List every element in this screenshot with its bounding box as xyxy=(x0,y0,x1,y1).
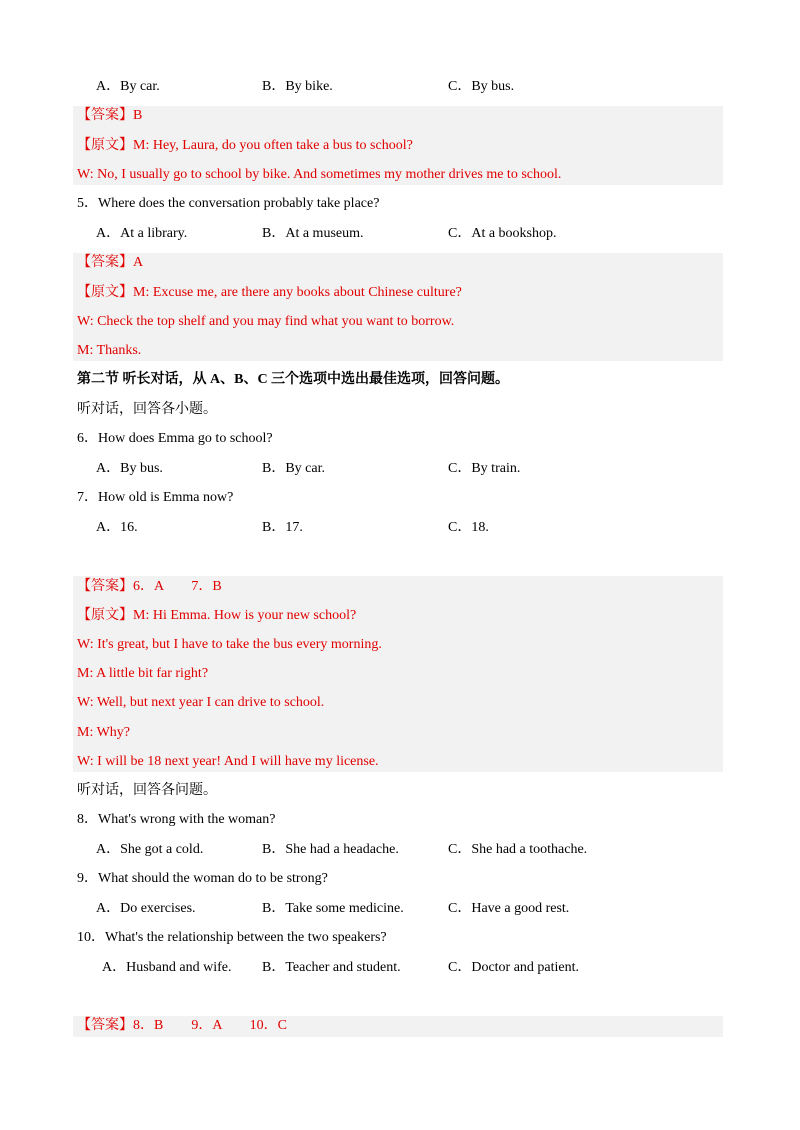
q5-options xyxy=(0,223,800,245)
q10-option-a: A．Husband and wife. xyxy=(102,960,232,975)
q5-script-line: M: Thanks. xyxy=(77,343,142,358)
q6-option-b: B．By car. xyxy=(262,461,325,476)
q6-question: 6．How does Emma go to school? xyxy=(77,431,273,446)
q8-question: 8．What's wrong with the woman? xyxy=(77,812,276,827)
section2-instruction: 听对话，回答各小题。 xyxy=(77,402,217,417)
group2-instruction: 听对话，回答各问题。 xyxy=(77,783,217,798)
q10-option-b: B．Teacher and student. xyxy=(262,960,401,975)
q8-option-c: C．She had a toothache. xyxy=(448,842,588,857)
q4-script-line: W: No, I usually go to school by bike. And sometimes my mother drives me to school. xyxy=(77,167,562,182)
q5-script-line: W: Check the top shelf and you may find what you want to borrow. xyxy=(77,314,455,329)
group1-script-line: M: Why? xyxy=(77,725,131,740)
q9-option-c: C．Have a good rest. xyxy=(448,901,570,916)
q4-options xyxy=(0,76,800,98)
q4-script-line: 【原文】M: Hey, Laura, do you often take a bus to school? xyxy=(77,138,413,153)
q5-option-c: C．At a bookshop. xyxy=(448,226,557,241)
group2-answer: 【答案】8．B 9．A 10．C xyxy=(77,1018,288,1033)
q9-question: 9．What should the woman do to be strong? xyxy=(77,871,328,886)
q4-answer: 【答案】B xyxy=(77,108,143,123)
q4-option-a: A．By car. xyxy=(96,79,160,94)
q8-option-b: B．She had a headache. xyxy=(262,842,399,857)
q7-option-c: C．18. xyxy=(448,520,489,535)
q5-answer: 【答案】A xyxy=(77,255,144,270)
group1-script-line: M: A little bit far right? xyxy=(77,666,209,681)
q8-option-a: A．She got a cold. xyxy=(96,842,204,857)
q7-question: 7．How old is Emma now? xyxy=(77,490,234,505)
section2-heading: 第二节 听长对话，从 A、B、C 三个选项中选出最佳选项，回答问题。 xyxy=(77,372,510,387)
q5-option-a: A．At a library. xyxy=(96,226,188,241)
q7-option-b: B．17. xyxy=(262,520,303,535)
q7-options xyxy=(0,517,800,539)
q7-option-a: A．16. xyxy=(96,520,138,535)
q5-script-line: 【原文】M: Excuse me, are there any books about Chinese culture? xyxy=(77,285,462,300)
q9-option-b: B．Take some medicine. xyxy=(262,901,404,916)
q9-option-a: A．Do exercises. xyxy=(96,901,196,916)
group1-answer: 【答案】6．A 7．B xyxy=(77,579,222,594)
q9-options xyxy=(0,898,800,920)
group1-script-line: W: Well, but next year I can drive to school. xyxy=(77,695,325,710)
q10-option-c: C．Doctor and patient. xyxy=(448,960,580,975)
q4-option-c: C．By bus. xyxy=(448,79,515,94)
q10-question: 10．What's the relationship between the two speakers? xyxy=(77,930,387,945)
q6-options xyxy=(0,458,800,480)
q4-option-b: B．By bike. xyxy=(262,79,333,94)
group1-script-line: 【原文】M: Hi Emma. How is your new school? xyxy=(77,608,357,623)
q8-options xyxy=(0,839,800,861)
q10-options xyxy=(0,957,800,979)
group1-script-line: W: It's great, but I have to take the bus every morning. xyxy=(77,637,382,652)
q6-option-c: C．By train. xyxy=(448,461,521,476)
q5-question: 5．Where does the conversation probably take place? xyxy=(77,196,380,211)
group1-script-line: W: I will be 18 next year! And I will have my license. xyxy=(77,754,379,769)
q6-option-a: A．By bus. xyxy=(96,461,163,476)
q5-option-b: B．At a museum. xyxy=(262,226,364,241)
q5-answer-box xyxy=(73,253,723,361)
